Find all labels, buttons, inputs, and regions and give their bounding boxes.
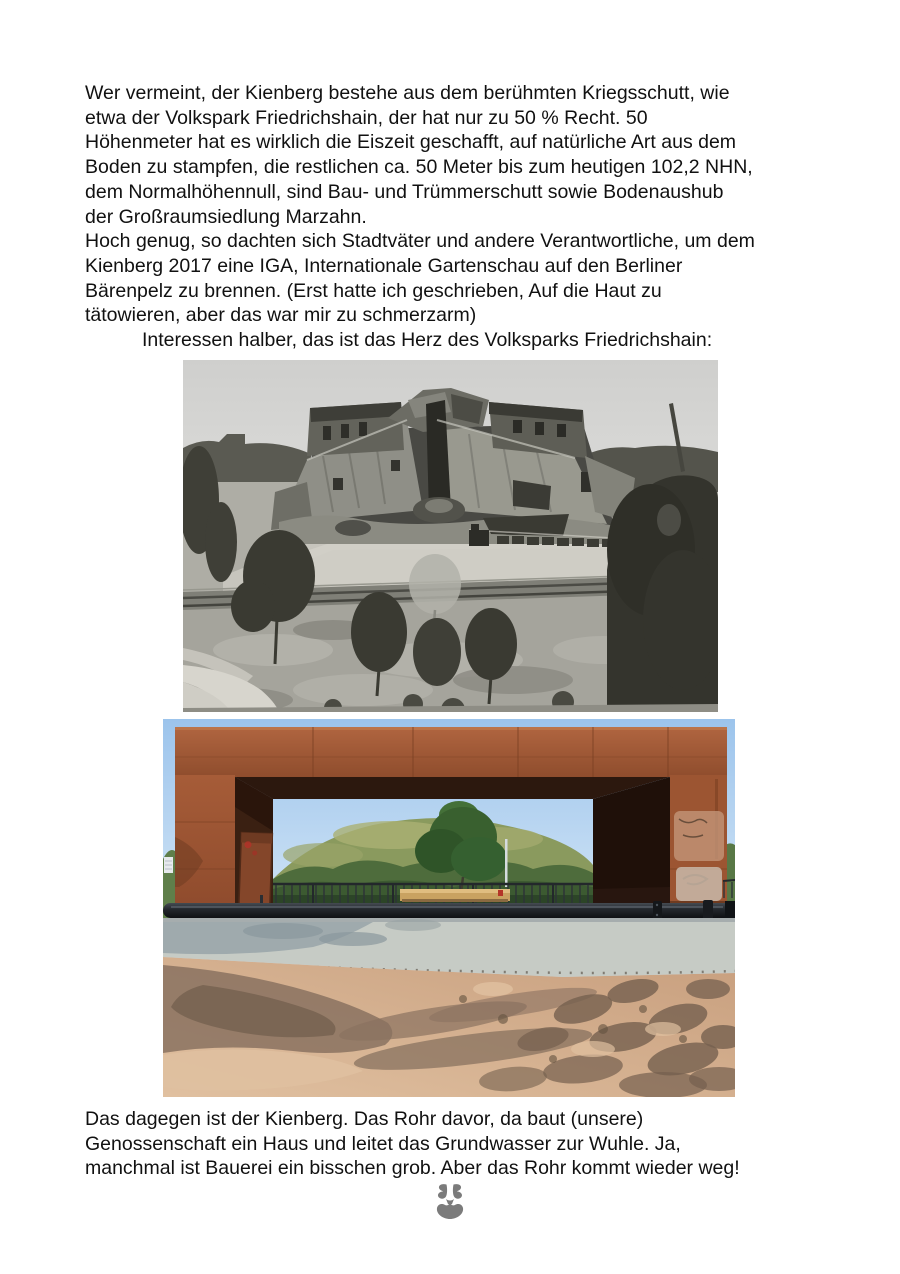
body-text-top (85, 81, 833, 353)
steel-door (239, 833, 273, 914)
flak-tower-ruin-graphic (183, 360, 718, 712)
fleuron-glyph (433, 1183, 467, 1219)
text-line: manchmal ist Bauerei ein bisschen grob. Aber das Rohr kommt wieder weg! (85, 1157, 740, 1180)
text-line: tätowieren, aber das war mir zu schmerzarm) (85, 304, 477, 327)
fleuron-ornament-icon (433, 1183, 467, 1219)
paragraph-kriegsschutt (85, 81, 833, 229)
kienberg-gate-graphic (163, 719, 735, 1097)
paragraph-kienberg-rohr (85, 1107, 845, 1181)
text-line: Wer vermeint, der Kienberg bestehe aus dem berühmten Kriegsschutt, wie (85, 82, 730, 104)
text-line: dem Normalhöhennull, sind Bau- und Trümmerschutt sowie Bodenaushub (85, 180, 724, 203)
text-line: Das dagegen ist der Kienberg. Das Rohr davor, da baut (unsere) (85, 1108, 644, 1130)
text-line: Genossenschaft ein Haus und leitet das Grundwasser zur Wuhle. Ja, (85, 1132, 681, 1155)
text-line: etwa der Volkspark Friedrichshain, der hat nur zu 50 % Recht. 50 (85, 106, 648, 129)
text-line: Bärenpelz zu brennen. (Erst hatte ich geschrieben, Auf die Haut zu (85, 279, 662, 302)
text-line: der Großraumsiedlung Marzahn. (85, 205, 367, 228)
paragraph-interessen (85, 328, 833, 353)
paragraph-iga (85, 229, 833, 328)
body-text-bottom (85, 1107, 845, 1181)
text-line: Hoch genug, so dachten sich Stadtväter und andere Verantwortliche, um dem (85, 230, 755, 253)
kienberg-gate-photo (163, 719, 735, 1097)
text-line: Kienberg 2017 eine IGA, Internationale Gartenschau auf den Berliner (85, 254, 683, 277)
text-line: Höhenmeter hat es wirklich die Eiszeit geschafft, auf natürliche Art aus dem (85, 131, 737, 154)
text-line: Boden zu stampfen, die restlichen ca. 50 Meter bis zum heutigen 102,2 NHN, (85, 156, 753, 179)
flak-tower-ruin-photo (183, 360, 718, 712)
text-line: Interessen halber, das ist das Herz des Volksparks Friedrichshain: (142, 329, 713, 352)
